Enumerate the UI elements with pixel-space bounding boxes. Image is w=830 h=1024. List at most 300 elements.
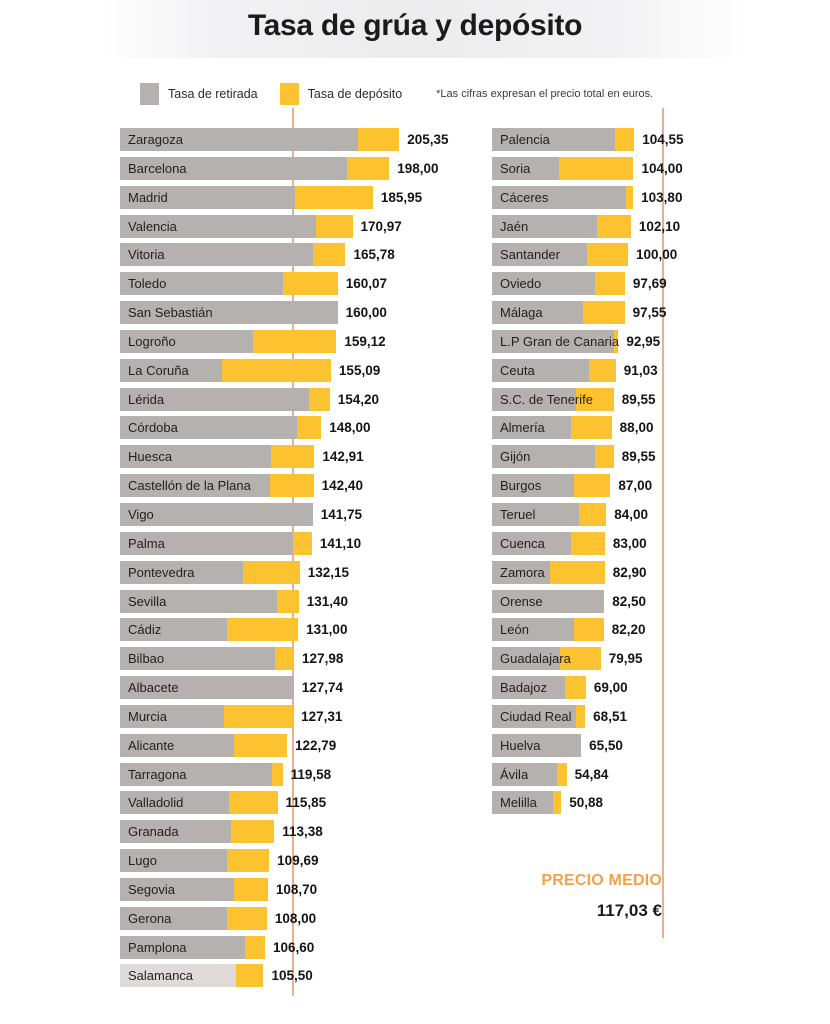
bar-category-label: Logroño <box>128 333 176 349</box>
bar-value-label: 83,00 <box>612 535 647 551</box>
bar-segment-deposito <box>295 186 373 209</box>
bar-value-label: 91,03 <box>623 362 658 378</box>
legend-label-retirada: Tasa de retirada <box>168 87 258 101</box>
bar-segment-deposito <box>227 849 269 872</box>
bar-category-label: Vigo <box>128 506 154 522</box>
bar-segment-retirada <box>492 590 604 613</box>
bar-segment-retirada <box>120 878 234 901</box>
bar-column-left <box>120 126 460 991</box>
bar-segment-retirada <box>492 186 626 209</box>
stacked-bar <box>120 243 345 266</box>
bar-value-label: 82,50 <box>612 593 646 609</box>
stacked-bar <box>120 503 313 526</box>
bar-segment-retirada <box>492 503 579 526</box>
table-row[interactable] <box>492 414 822 443</box>
bar-segment-deposito <box>587 243 628 266</box>
table-row[interactable] <box>492 155 822 184</box>
stacked-bar <box>120 330 336 353</box>
stacked-bar <box>120 474 314 497</box>
bar-category-label: Granada <box>128 824 179 840</box>
average-price-label: PRECIO MEDIO <box>541 872 662 889</box>
bar-segment-retirada <box>492 445 595 468</box>
bar-segment-retirada <box>120 734 234 757</box>
table-row[interactable] <box>120 270 460 299</box>
stacked-bar <box>492 590 604 613</box>
stacked-bar <box>492 503 606 526</box>
bar-value-label: 159,12 <box>344 333 386 349</box>
bar-value-label: 103,80 <box>641 189 683 205</box>
bar-category-label: Madrid <box>128 189 168 205</box>
bar-segment-deposito <box>229 791 278 814</box>
bar-category-label: Cáceres <box>500 189 549 205</box>
bar-segment-deposito <box>565 676 585 699</box>
bar-value-label: 97,69 <box>632 276 667 292</box>
bar-value-label: 113,38 <box>282 824 323 840</box>
bar-category-label: Palencia <box>500 132 550 147</box>
table-row[interactable] <box>120 905 460 934</box>
stacked-bar <box>120 849 269 872</box>
table-row[interactable] <box>120 732 460 761</box>
bar-segment-retirada <box>492 474 574 497</box>
bar-value-label: 88,00 <box>619 420 654 436</box>
bar-value-label: 89,55 <box>621 449 656 465</box>
table-row[interactable] <box>492 270 822 299</box>
table-row[interactable] <box>492 703 822 732</box>
table-row[interactable] <box>492 674 822 703</box>
bar-category-label: Melilla <box>500 795 537 811</box>
bar-segment-deposito <box>557 763 567 786</box>
bar-segment-deposito <box>236 964 263 987</box>
bar-value-label: 82,90 <box>612 564 647 580</box>
bar-segment-deposito <box>234 878 268 901</box>
bar-segment-retirada <box>120 243 313 266</box>
bar-segment-retirada <box>120 272 283 295</box>
bar-segment-deposito <box>559 157 634 180</box>
bar-segment-retirada <box>120 330 253 353</box>
stacked-bar <box>120 791 278 814</box>
bar-segment-retirada <box>120 128 358 151</box>
bar-segment-retirada <box>120 820 231 843</box>
bar-segment-retirada <box>120 186 295 209</box>
bar-value-label: 104,55 <box>642 132 684 147</box>
table-row[interactable] <box>120 241 460 270</box>
stacked-bar <box>120 128 399 151</box>
stacked-bar <box>120 705 293 728</box>
bar-category-label: Tarragona <box>128 766 187 782</box>
bar-value-label: 165,78 <box>353 247 395 263</box>
table-row[interactable] <box>492 472 822 501</box>
bar-segment-retirada <box>492 763 557 786</box>
table-row[interactable] <box>120 789 460 818</box>
bar-value-label: 115,85 <box>285 795 327 811</box>
bar-category-label: Vitoria <box>128 247 165 263</box>
table-row[interactable] <box>120 414 460 443</box>
bar-value-label: 154,20 <box>337 391 379 407</box>
bar-category-label: San Sebastián <box>128 305 213 321</box>
table-row[interactable] <box>492 299 822 328</box>
bar-segment-deposito <box>297 416 321 439</box>
table-row[interactable] <box>120 876 460 905</box>
stacked-bar <box>120 186 373 209</box>
table-row[interactable] <box>492 328 822 357</box>
table-row[interactable] <box>120 299 460 328</box>
table-row[interactable] <box>120 328 460 357</box>
bar-segment-retirada <box>120 936 245 959</box>
table-row[interactable] <box>120 847 460 876</box>
table-row[interactable] <box>492 443 822 472</box>
bar-segment-retirada <box>492 561 550 584</box>
bar-segment-deposito <box>227 618 298 641</box>
legend-footnote: *Las cifras expresan el precio total en euros. <box>436 88 654 100</box>
bar-segment-deposito <box>227 907 266 930</box>
table-row[interactable] <box>120 962 460 991</box>
table-row[interactable] <box>120 703 460 732</box>
bar-segment-deposito <box>316 215 353 238</box>
bar-value-label: 79,95 <box>608 651 643 667</box>
bar-value-label: 131,00 <box>306 622 348 638</box>
chart-legend <box>140 82 653 106</box>
legend-swatch-retirada-icon <box>140 83 159 105</box>
bar-segment-deposito <box>222 359 331 382</box>
bar-value-label: 65,50 <box>589 737 623 753</box>
table-row[interactable] <box>120 761 460 790</box>
table-row[interactable] <box>120 588 460 617</box>
table-row[interactable] <box>492 732 822 761</box>
table-row[interactable] <box>120 126 460 155</box>
bar-category-label: Badajoz <box>500 680 547 696</box>
bar-segment-deposito <box>576 705 586 728</box>
stacked-bar <box>120 532 312 555</box>
stacked-bar <box>120 647 294 670</box>
bar-segment-retirada <box>120 561 243 584</box>
bar-segment-deposito <box>275 647 294 670</box>
bar-segment-retirada <box>120 849 227 872</box>
bar-segment-retirada <box>492 215 597 238</box>
bar-segment-retirada <box>492 734 581 757</box>
bar-segment-deposito <box>595 272 625 295</box>
bar-category-label: Toledo <box>128 276 167 292</box>
table-row[interactable] <box>120 213 460 242</box>
bar-category-label: Ciudad Real <box>500 708 572 724</box>
bar-value-label: 170,97 <box>360 218 402 234</box>
table-row[interactable] <box>492 530 822 559</box>
bar-category-label: Castellón de la Plana <box>128 478 251 494</box>
bar-segment-retirada <box>120 445 271 468</box>
bar-segment-deposito <box>243 561 300 584</box>
stacked-bar <box>492 618 604 641</box>
bar-value-label: 198,00 <box>397 160 439 176</box>
bar-segment-deposito <box>309 388 329 411</box>
stacked-bar <box>120 445 314 468</box>
legend-item-deposito <box>280 83 403 105</box>
bar-segment-deposito <box>574 618 604 641</box>
table-row[interactable] <box>120 818 460 847</box>
bar-category-label: Lérida <box>128 391 165 407</box>
table-row[interactable] <box>120 386 460 415</box>
bar-segment-retirada <box>120 474 270 497</box>
stacked-bar <box>492 157 633 180</box>
bar-segment-retirada <box>120 301 338 324</box>
bar-segment-deposito <box>571 532 605 555</box>
bar-value-label: 141,75 <box>320 506 363 522</box>
bar-value-label: 131,40 <box>306 593 348 609</box>
bar-category-label: Zamora <box>500 564 545 580</box>
bar-segment-retirada <box>492 301 583 324</box>
bar-segment-deposito <box>271 445 315 468</box>
stacked-bar <box>120 388 330 411</box>
stacked-bar <box>120 820 274 843</box>
bar-value-label: 141,10 <box>319 535 362 551</box>
bar-value-label: 82,20 <box>611 622 646 638</box>
table-row[interactable] <box>120 155 460 184</box>
bar-segment-deposito <box>550 561 604 584</box>
bar-segment-retirada <box>120 416 297 439</box>
bar-segment-retirada <box>120 618 227 641</box>
bar-value-label: 97,55 <box>632 305 667 321</box>
bar-category-label: Cuenca <box>500 535 545 551</box>
table-row[interactable] <box>120 472 460 501</box>
bar-segment-retirada <box>492 272 595 295</box>
bar-category-label: Murcia <box>128 708 168 724</box>
bar-segment-retirada <box>120 676 294 699</box>
legend-item-retirada <box>140 83 258 105</box>
bar-segment-retirada <box>120 763 272 786</box>
table-row[interactable] <box>492 789 822 818</box>
bar-segment-retirada <box>492 388 576 411</box>
bar-segment-retirada <box>120 532 293 555</box>
bar-value-label: 54,84 <box>574 766 609 782</box>
stacked-bar <box>120 907 267 930</box>
bar-value-label: 160,00 <box>345 305 387 321</box>
bar-value-label: 109,69 <box>277 853 319 869</box>
bar-value-label: 100,00 <box>636 247 678 263</box>
stacked-bar <box>492 445 614 468</box>
legend-label-deposito: Tasa de depósito <box>307 87 403 101</box>
stacked-bar <box>120 618 298 641</box>
stacked-bar <box>492 388 614 411</box>
table-row[interactable] <box>492 761 822 790</box>
table-row[interactable] <box>120 645 460 674</box>
table-row[interactable] <box>120 357 460 386</box>
legend-swatch-deposito-icon <box>280 83 299 105</box>
bar-category-label: Ávila <box>500 766 529 782</box>
bar-value-label: 102,10 <box>638 218 681 234</box>
bar-category-label: La Coruña <box>128 362 189 378</box>
table-row[interactable] <box>492 501 822 530</box>
bar-segment-deposito <box>272 763 283 786</box>
stacked-bar <box>120 157 389 180</box>
table-row[interactable] <box>120 530 460 559</box>
bar-category-label: Almería <box>500 420 545 436</box>
table-row[interactable] <box>492 645 822 674</box>
average-price-block <box>492 872 662 921</box>
bar-category-label: Ceuta <box>500 362 535 378</box>
bar-segment-retirada <box>492 330 614 353</box>
stacked-bar <box>492 301 625 324</box>
table-row[interactable] <box>492 184 822 213</box>
bar-category-label: Albacete <box>128 680 179 696</box>
bar-segment-deposito <box>347 157 389 180</box>
stacked-bar <box>492 532 605 555</box>
stacked-bar <box>492 215 631 238</box>
bar-segment-deposito <box>615 128 634 151</box>
bar-value-label: 127,98 <box>302 651 344 667</box>
bar-segment-deposito <box>253 330 336 353</box>
bar-category-label: Soria <box>500 160 531 176</box>
bar-segment-retirada <box>492 532 571 555</box>
bar-category-label: Huelva <box>500 737 541 753</box>
bar-value-label: 185,95 <box>380 189 423 205</box>
table-row[interactable] <box>120 501 460 530</box>
bar-segment-retirada <box>120 359 222 382</box>
bar-value-label: 127,74 <box>301 680 344 696</box>
bar-column-right <box>492 126 822 818</box>
stacked-bar <box>492 359 616 382</box>
bar-value-label: 104,00 <box>641 160 683 176</box>
stacked-bar <box>120 359 331 382</box>
bar-segment-retirada <box>120 791 229 814</box>
stacked-bar <box>492 186 633 209</box>
bar-category-label: Córdoba <box>128 420 178 436</box>
bar-segment-retirada <box>492 618 574 641</box>
bar-segment-retirada <box>492 647 560 670</box>
bar-value-label: 148,00 <box>329 420 371 436</box>
bar-segment-deposito <box>283 272 337 295</box>
bar-category-label: León <box>500 622 529 638</box>
table-row[interactable] <box>120 934 460 963</box>
bar-segment-deposito <box>583 301 625 324</box>
bar-segment-deposito <box>574 474 611 497</box>
table-row[interactable] <box>492 588 822 617</box>
bar-value-label: 127,31 <box>301 708 343 724</box>
bar-value-label: 142,91 <box>322 449 364 465</box>
bar-segment-retirada <box>492 128 615 151</box>
stacked-bar <box>120 272 338 295</box>
stacked-bar <box>120 936 265 959</box>
bar-category-label: Palma <box>128 535 165 551</box>
bar-segment-deposito <box>224 705 293 728</box>
table-row[interactable] <box>120 184 460 213</box>
bar-value-label: 84,00 <box>614 506 649 522</box>
bar-segment-retirada <box>120 705 224 728</box>
table-row[interactable] <box>492 213 822 242</box>
table-row[interactable] <box>120 616 460 645</box>
bar-segment-deposito <box>313 243 346 266</box>
bar-category-label: Pontevedra <box>128 564 195 580</box>
bar-segment-retirada <box>492 705 576 728</box>
table-row[interactable] <box>120 674 460 703</box>
bar-value-label: 92,95 <box>626 333 661 349</box>
bar-segment-retirada <box>120 503 313 526</box>
stacked-bar <box>492 791 561 814</box>
bar-category-label: Valencia <box>128 218 177 234</box>
stacked-bar <box>120 763 283 786</box>
bar-category-label: Salamanca <box>128 968 194 984</box>
bar-category-label: Barcelona <box>128 160 187 176</box>
bar-category-label: Lugo <box>128 853 157 869</box>
bar-segment-retirada <box>492 416 571 439</box>
bar-segment-deposito <box>579 503 606 526</box>
stacked-bar <box>492 474 610 497</box>
stacked-bar <box>120 215 353 238</box>
bar-value-label: 132,15 <box>307 564 350 580</box>
bar-value-label: 122,79 <box>294 737 337 753</box>
bar-value-label: 108,70 <box>275 881 318 897</box>
bar-value-label: 160,07 <box>345 276 387 292</box>
bar-value-label: 142,40 <box>321 478 363 494</box>
stacked-bar <box>120 734 287 757</box>
bar-value-label: 108,00 <box>274 910 317 926</box>
stacked-bar <box>492 128 634 151</box>
stacked-bar <box>492 763 567 786</box>
stacked-bar <box>120 676 294 699</box>
table-row[interactable] <box>492 559 822 588</box>
stacked-bar <box>120 590 299 613</box>
bar-segment-deposito <box>270 474 314 497</box>
bar-category-label: Alicante <box>128 737 175 753</box>
table-row[interactable] <box>120 559 460 588</box>
bar-segment-deposito <box>626 186 633 209</box>
bar-category-label: Zaragoza <box>128 132 183 147</box>
bar-category-label: Gijón <box>500 449 531 465</box>
bar-segment-deposito <box>614 330 618 353</box>
bar-category-label: Málaga <box>500 305 543 321</box>
bar-segment-deposito <box>571 416 612 439</box>
bar-value-label: 155,09 <box>338 362 381 378</box>
stacked-bar <box>120 416 321 439</box>
bar-segment-retirada <box>120 388 309 411</box>
stacked-bar <box>492 734 581 757</box>
bar-value-label: 119,58 <box>290 766 332 782</box>
stacked-bar <box>492 272 625 295</box>
bar-segment-deposito <box>553 791 561 814</box>
bar-category-label: Gerona <box>128 910 172 926</box>
bar-category-label: Valladolid <box>128 795 184 811</box>
bar-segment-deposito <box>595 445 614 468</box>
table-row[interactable] <box>492 126 822 155</box>
bar-value-label: 50,88 <box>569 795 603 811</box>
bar-segment-deposito <box>560 647 601 670</box>
table-row[interactable] <box>492 386 822 415</box>
table-row[interactable] <box>492 241 822 270</box>
bar-segment-deposito <box>358 128 399 151</box>
bar-segment-retirada <box>120 590 277 613</box>
bar-segment-deposito <box>245 936 265 959</box>
bar-segment-retirada <box>492 676 565 699</box>
bar-segment-deposito <box>277 590 299 613</box>
bar-value-label: 69,00 <box>593 680 628 696</box>
bar-category-label: Jaén <box>500 218 529 234</box>
bar-value-label: 87,00 <box>618 478 653 494</box>
bar-category-label: S.C. de Tenerife <box>500 391 593 407</box>
bar-category-label: Sevilla <box>128 593 167 609</box>
bar-segment-deposito <box>293 532 312 555</box>
bar-segment-retirada <box>120 647 275 670</box>
table-row[interactable] <box>492 616 822 645</box>
bar-value-label: 89,55 <box>621 391 656 407</box>
bar-segment-retirada <box>120 964 236 987</box>
bar-segment-retirada <box>492 791 553 814</box>
bar-segment-retirada <box>492 359 589 382</box>
bar-category-label: Segovia <box>128 881 175 897</box>
bar-category-label: Guadalajara <box>500 651 571 667</box>
table-row[interactable] <box>120 443 460 472</box>
stacked-bar <box>492 416 612 439</box>
bar-segment-retirada <box>120 157 347 180</box>
table-row[interactable] <box>492 357 822 386</box>
bar-category-label: Santander <box>500 247 560 263</box>
bar-category-label: Oviedo <box>500 276 542 292</box>
